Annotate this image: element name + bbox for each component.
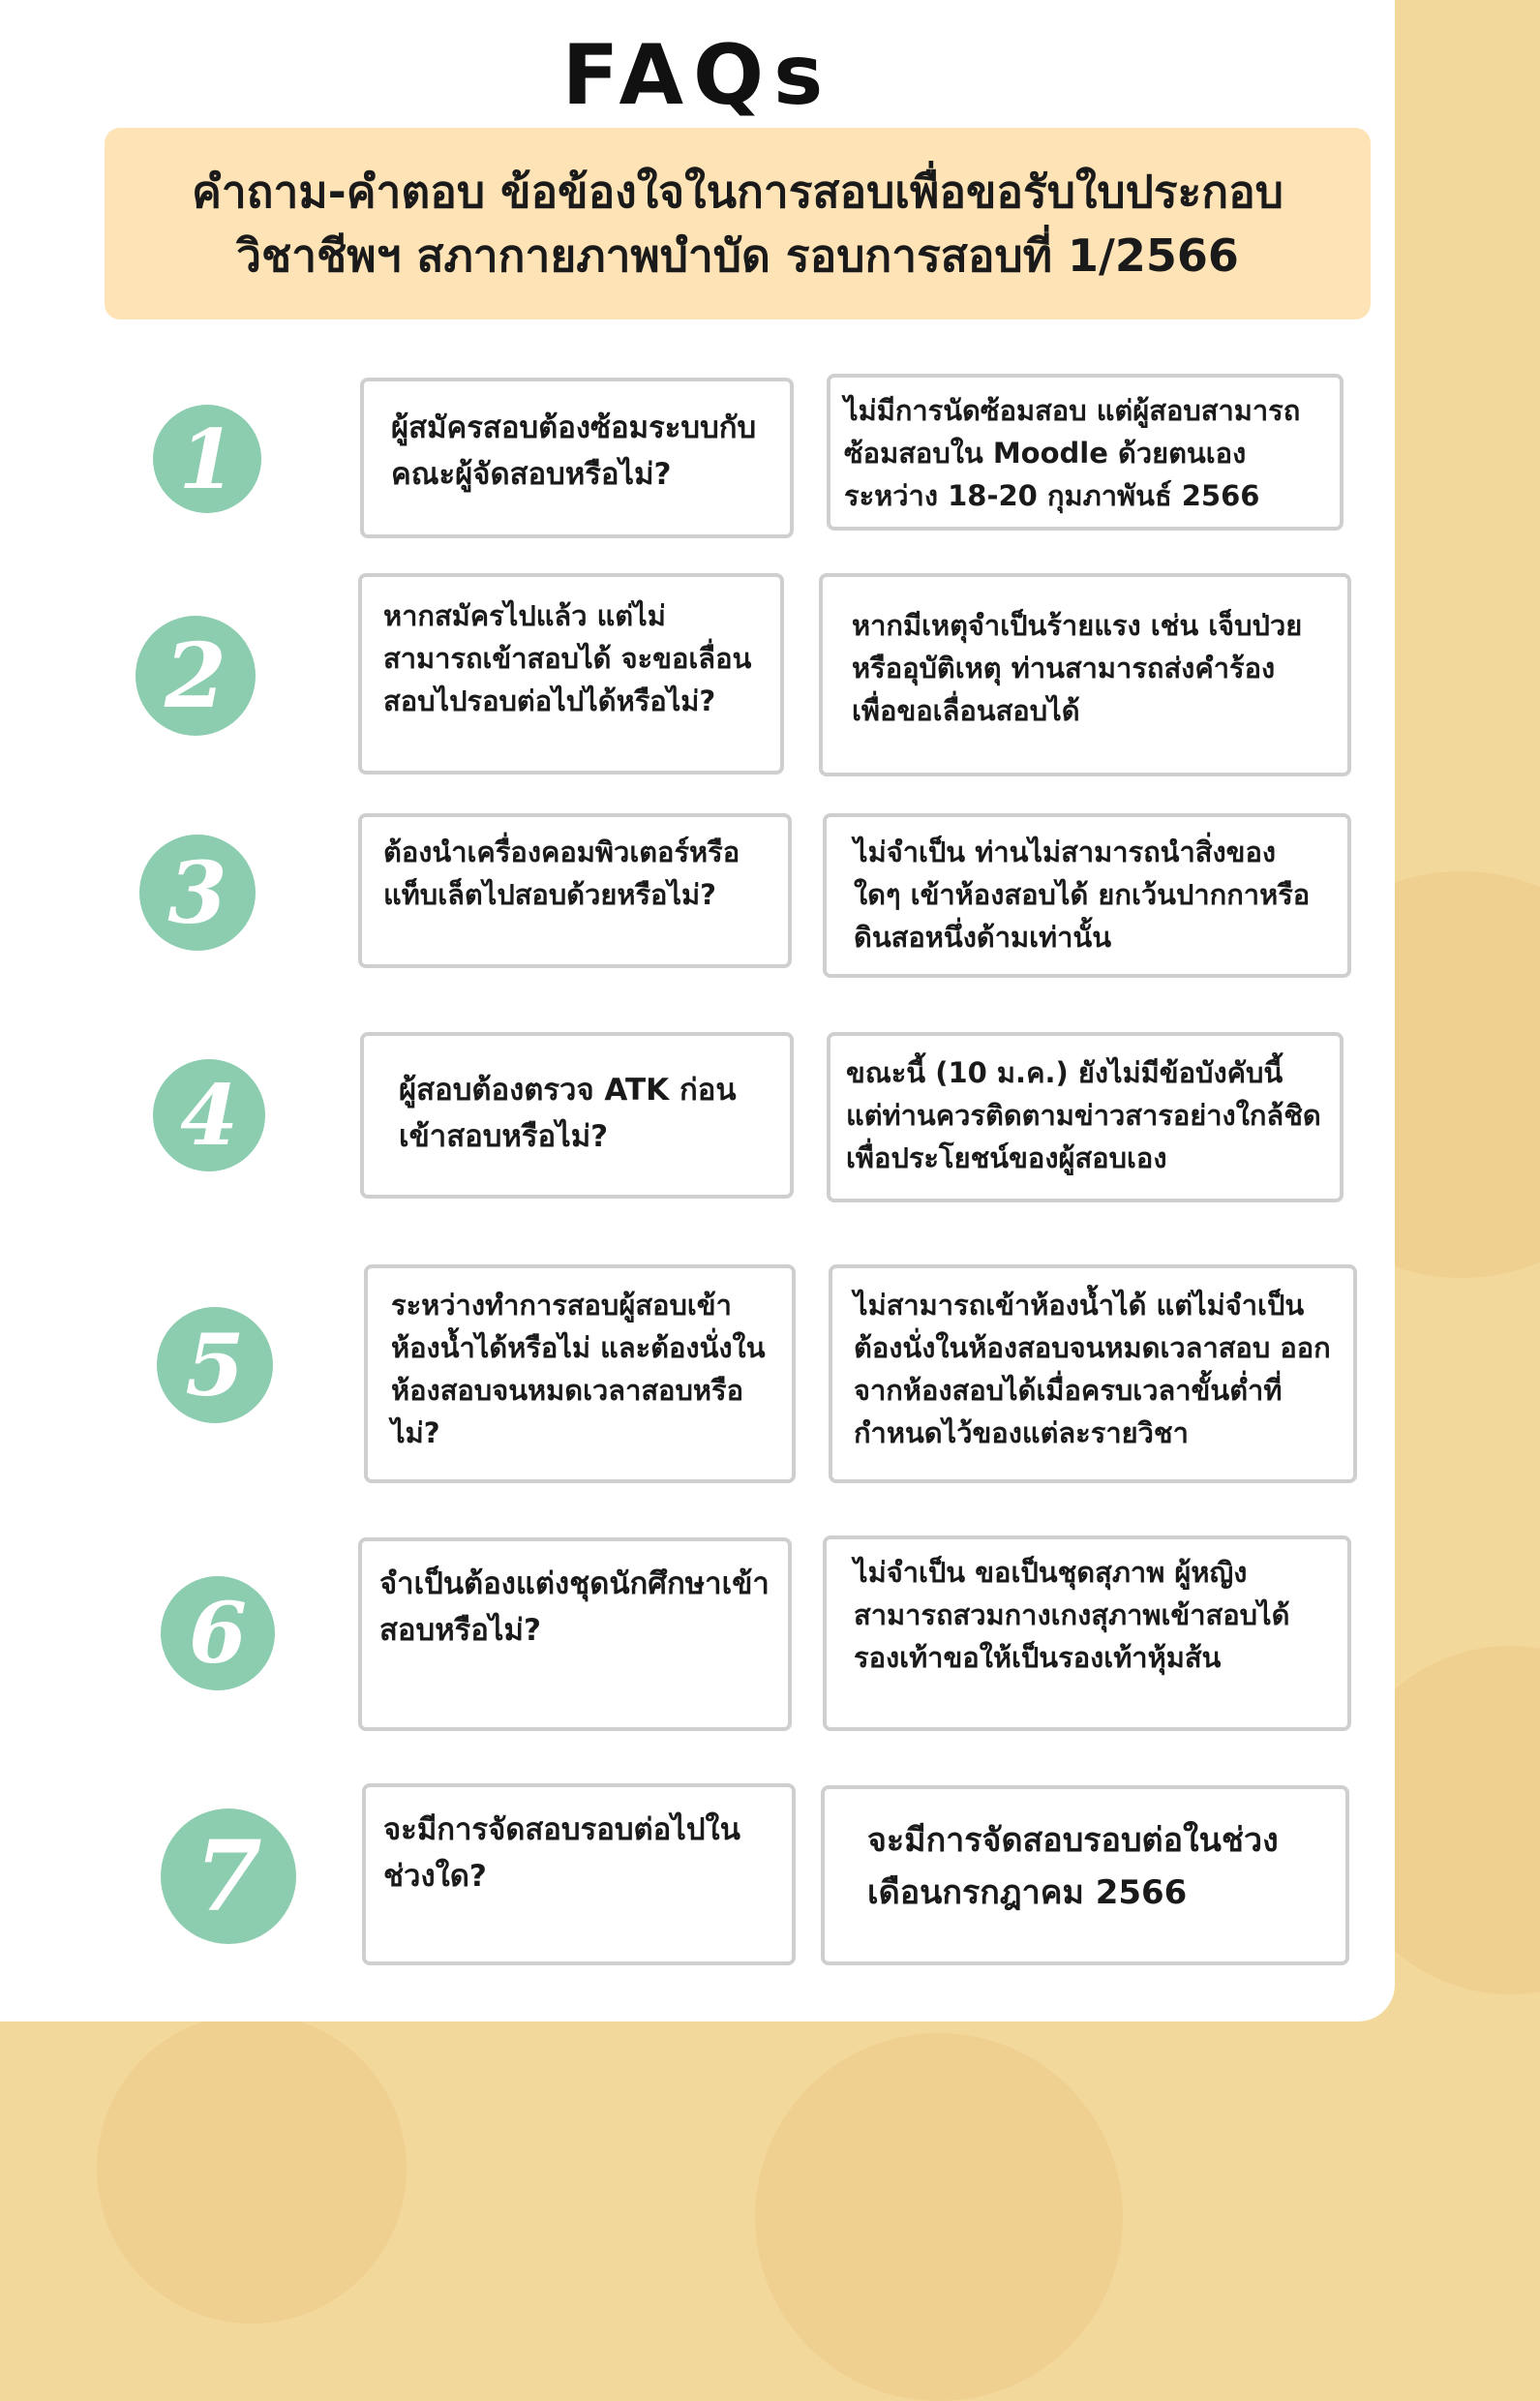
faq-question-5: ระหว่างทำการสอบผู้สอบเข้าห้องน้ำได้หรือไม่ และต้องนั่งในห้องสอบจนหมดเวลาสอบหรือไม่? — [364, 1264, 796, 1483]
background-blob — [97, 2014, 407, 2324]
faq-answer-4: ขณะนี้ (10 ม.ค.) ยังไม่มีข้อบังคับนี้ แต่ท่านควรติดตามข่าวสารอย่างใกล้ชิดเพื่อประโยชน์ของผู้สอบเอง — [827, 1032, 1344, 1202]
faq-number-1: 1 — [153, 405, 261, 513]
faq-answer-3: ไม่จำเป็น ท่านไม่สามารถนำสิ่งของใดๆ เข้าห้องสอบได้ ยกเว้นปากกาหรือดินสอหนึ่งด้ามเท่านั้น — [823, 813, 1351, 978]
faq-question-4: ผู้สอบต้องตรวจ ATK ก่อนเข้าสอบหรือไม่? — [360, 1032, 794, 1199]
faq-answer-7: จะมีการจัดสอบรอบต่อในช่วงเดือนกรกฎาคม 2566 — [821, 1785, 1349, 1965]
faq-question-6: จำเป็นต้องแต่งชุดนักศึกษาเข้าสอบหรือไม่? — [358, 1537, 792, 1731]
faq-answer-1: ไม่มีการนัดซ้อมสอบ แต่ผู้สอบสามารถซ้อมสอบใน Moodle ด้วยตนเอง ระหว่าง 18-20 กุมภาพันธ์ 2566 — [827, 374, 1344, 531]
banner — [105, 128, 1371, 319]
faq-number-2: 2 — [136, 616, 256, 736]
faq-number-4: 4 — [153, 1059, 265, 1171]
faq-answer-6: ไม่จำเป็น ขอเป็นชุดสุภาพ ผู้หญิงสามารถสวมกางเกงสุภาพเข้าสอบได้ รองเท้าขอให้เป็นรองเท้าหุ้มส้น — [823, 1535, 1351, 1731]
faq-number-7: 7 — [161, 1808, 296, 1944]
page-title: FAQs — [561, 27, 833, 124]
faq-question-2: หากสมัครไปแล้ว แต่ไม่สามารถเข้าสอบได้ จะขอเลื่อนสอบไปรอบต่อไปได้หรือไม่? — [358, 573, 784, 775]
faq-number-6: 6 — [161, 1576, 275, 1690]
faq-question-1: ผู้สมัครสอบต้องซ้อมระบบกับคณะผู้จัดสอบหรือไม่? — [360, 378, 794, 538]
faq-question-7: จะมีการจัดสอบรอบต่อไปในช่วงใด? — [362, 1783, 796, 1965]
faq-answer-2: หากมีเหตุจำเป็นร้ายแรง เช่น เจ็บป่วยหรืออุบัติเหตุ ท่านสามารถส่งคำร้องเพื่อขอเลื่อนสอบได้ — [819, 573, 1351, 776]
banner-line-2: วิชาชีพฯ สภากายภาพบำบัด รอบการสอบที่ 1/2566 — [236, 229, 1239, 282]
background-blob — [755, 2033, 1123, 2401]
faq-number-5: 5 — [157, 1307, 273, 1423]
banner-line-1: คำถาม-คำตอบ ข้อข้องใจในการสอบเพื่อขอรับใบประกอบ — [192, 166, 1283, 218]
faq-question-3: ต้องนำเครื่องคอมพิวเตอร์หรือแท็บเล็ตไปสอบด้วยหรือไม่? — [358, 813, 792, 968]
faq-number-3: 3 — [139, 835, 256, 951]
faq-answer-5: ไม่สามารถเข้าห้องน้ำได้ แต่ไม่จำเป็นต้องนั่งในห้องสอบจนหมดเวลาสอบ ออกจากห้องสอบได้เมื่อครบเวลาขั้นต่ำที่กำหนดไว้ของแต่ละรายวิชา — [829, 1264, 1357, 1483]
